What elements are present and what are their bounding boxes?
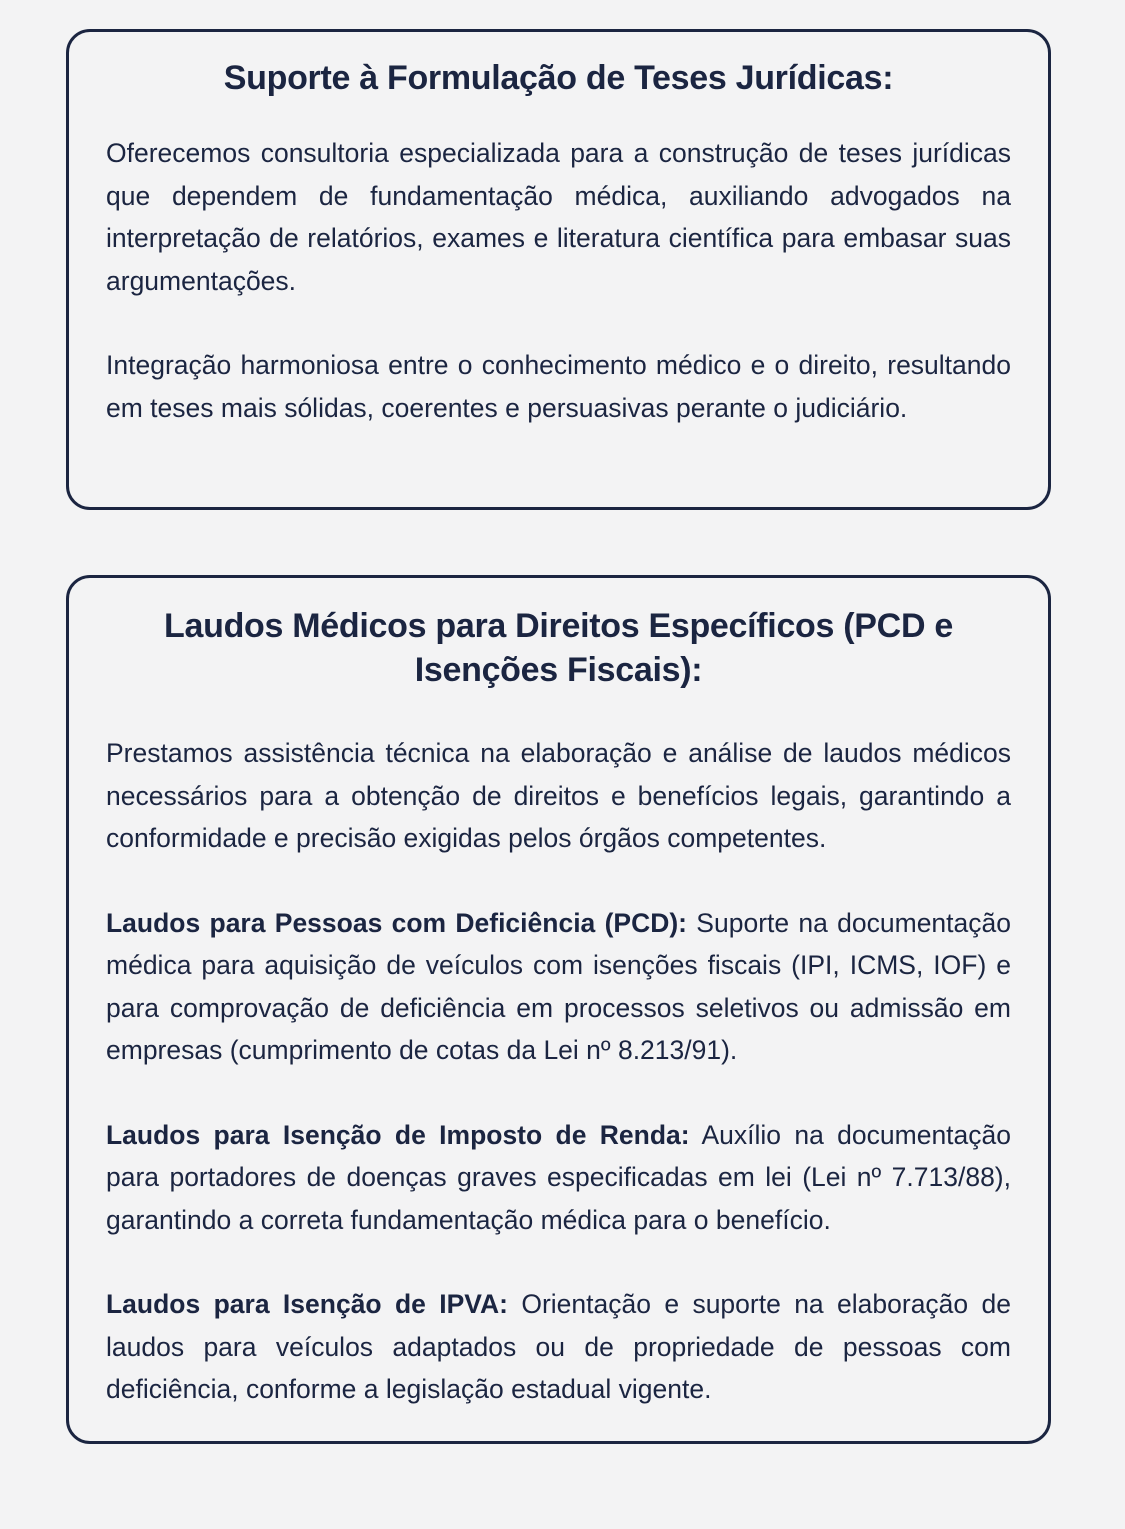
card-paragraph: Integração harmoniosa entre o conhecimento médico e o direito, resultando em teses mais sólidas, coerentes e persuasivas perante o judiciário. [106,350,1011,423]
item-lead: Laudos para Pessoas com Deficiência (PCD): [106,907,688,938]
card-teses-juridicas [66,29,1051,510]
item-text: Orientação e suporte na elaboração de laudos para veículos adaptados ou de propriedade de pessoas com deficiência, conforme a legislação estadual vigente. [106,1289,1011,1404]
item-lead: Laudos para Isenção de IPVA: [106,1289,508,1319]
list-item-pcd [106,902,1011,1072]
card-title: Suporte à Formulação de Teses Jurídicas: [223,59,894,97]
card-laudos-medicos [66,575,1051,1444]
card-paragraph: Oferecemos consultoria especializada para a construção de teses jurídicas que dependem de fundamentação médica, auxiliando advogados na interpretação de relatórios, exames e literatura científica para embasar suas argumentações. [106,138,1011,296]
item-lead: Laudos para Isenção de Imposto de Renda: [106,1119,690,1150]
card-intro-paragraph: Prestamos assistência técnica na elaboração e análise de laudos médicos necessários para a obtenção de direitos e benefícios legais, garantindo a conformidade e precisão exigidas pelos órgãos competentes. [106,738,1011,853]
list-item-ipva [106,1283,1011,1411]
card-title: Laudos Médicos para Direitos Específicos (PCD e Isenções Fiscais): [164,607,953,689]
list-item-imposto-renda [106,1114,1011,1242]
item-text: Suporte na documentação médica para aquisição de veículos com isenções fiscais (IPI, ICMS, IOF) e para comprovação de deficiência em processos seletivos ou admissão em empresas (cumprimento de cotas da Lei nº 8.213/91). [106,907,1011,1065]
item-text: Auxílio na documentação para portadores de doenças graves especificadas em lei (Lei nº 7.713/88), garantindo a correta fundamentação médica para o benefício. [106,1119,1012,1235]
